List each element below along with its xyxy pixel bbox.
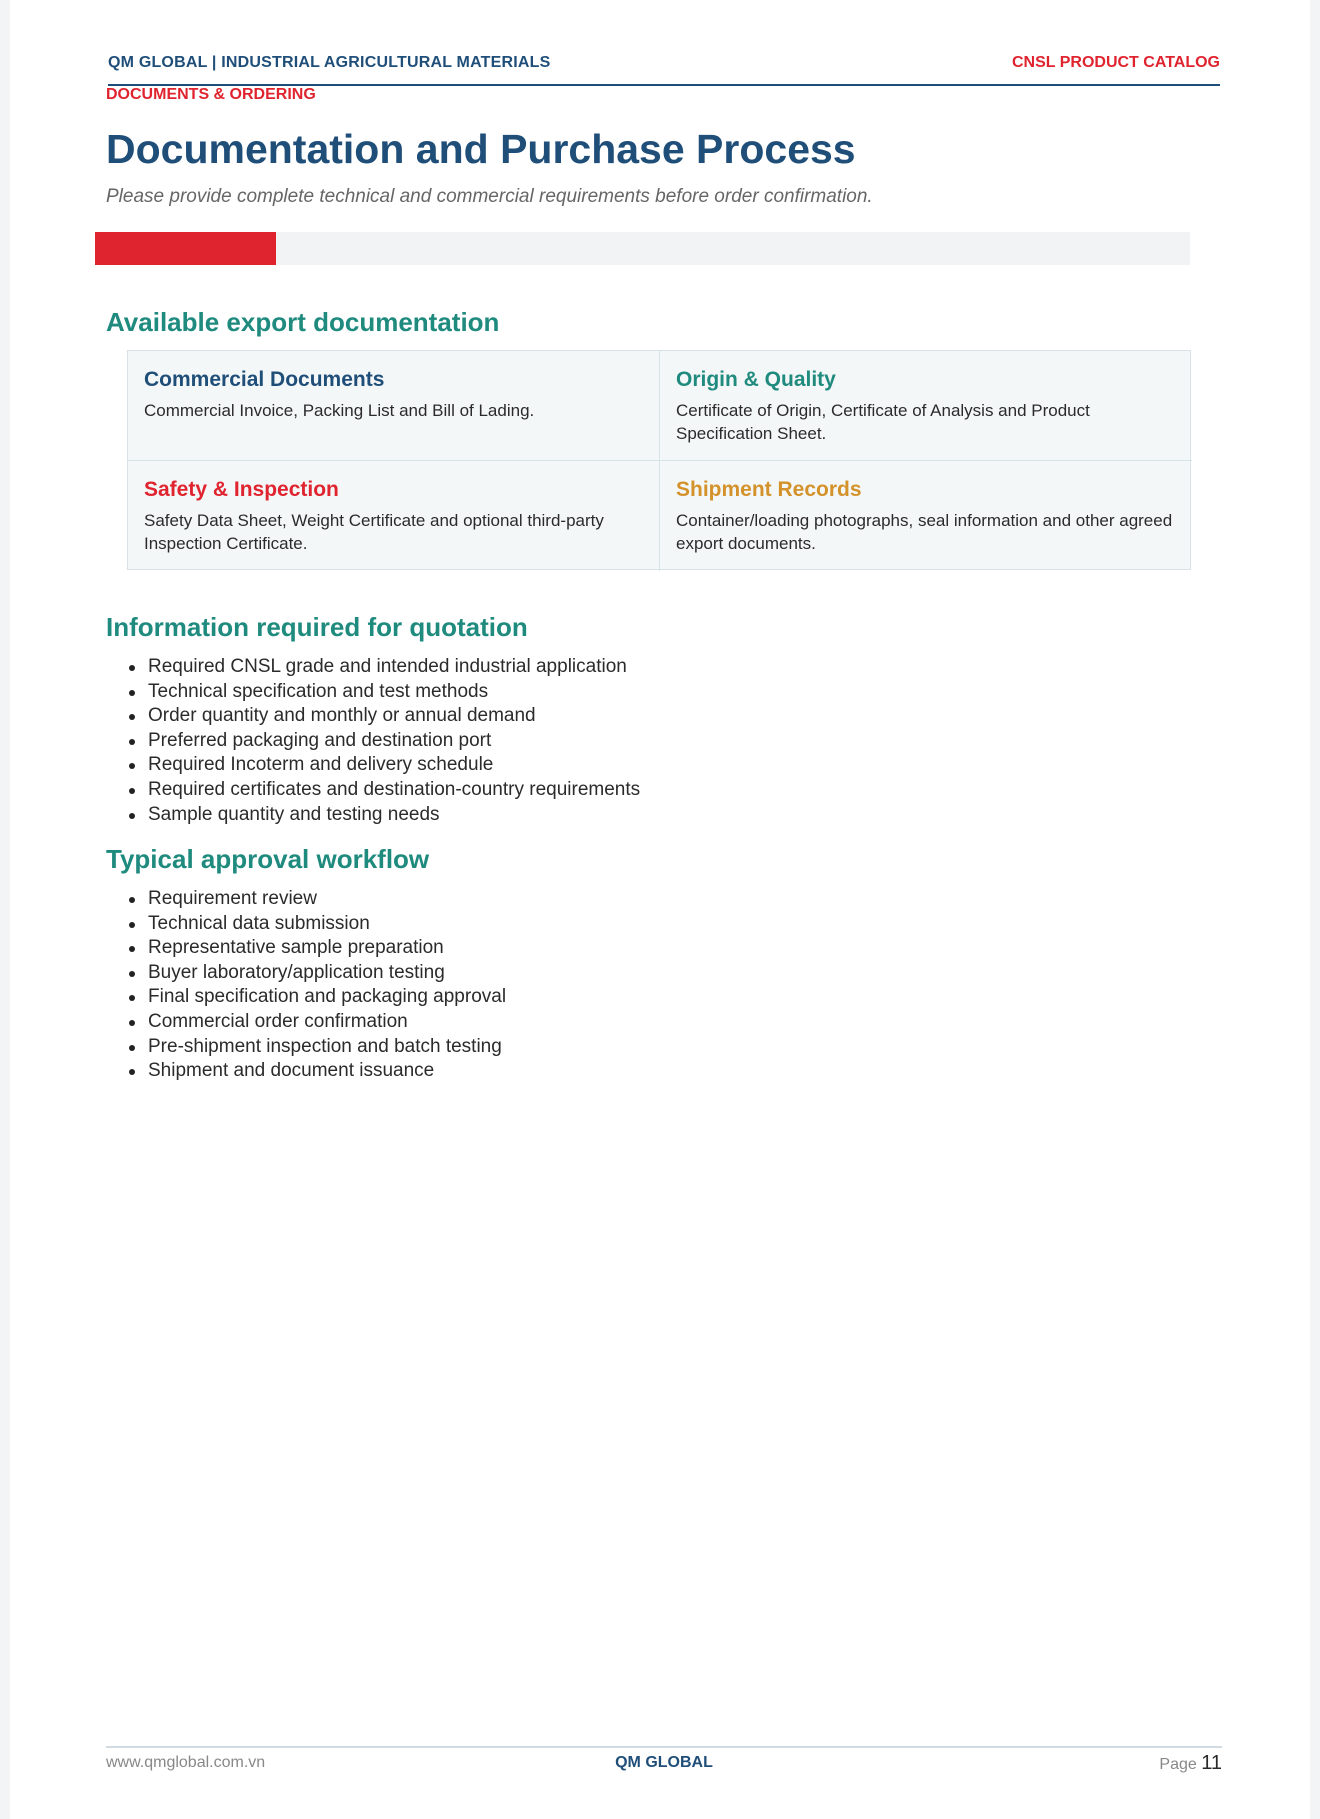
list-item: Required CNSL grade and intended industrial application [128, 655, 640, 680]
list-item: Order quantity and monthly or annual demand [128, 704, 640, 729]
page-label: Page [1159, 1756, 1197, 1773]
page-number-value: 11 [1201, 1752, 1222, 1774]
list-item: Shipment and document issuance [128, 1059, 506, 1084]
list-item: Technical specification and test methods [128, 680, 640, 705]
doc-card-text: Commercial Invoice, Packing List and Bill of Lading. [144, 401, 535, 420]
export-docs-grid [127, 350, 1191, 570]
workflow-heading: Typical approval workflow [106, 844, 430, 874]
footer-website: www.qmglobal.com.vn [106, 1754, 266, 1771]
header-catalog-title: CNSL PRODUCT CATALOG [1012, 54, 1220, 71]
list-item: Sample quantity and testing needs [128, 803, 640, 828]
doc-card-origin-quality [660, 351, 1192, 461]
doc-card-title: Shipment Records [676, 478, 862, 501]
doc-card-text: Certificate of Origin, Certificate of Analysis and Product Specification Sheet. [676, 401, 1090, 443]
workflow-list [128, 887, 506, 1084]
quotation-list [128, 655, 640, 827]
page-footer [106, 1746, 1222, 1788]
page-header [108, 54, 1220, 86]
export-docs-heading: Available export documentation [106, 307, 500, 337]
quotation-heading: Information required for quotation [106, 612, 528, 642]
doc-card-text: Safety Data Sheet, Weight Certificate and optional third-party Inspection Certificate. [144, 511, 604, 553]
doc-card-commercial [128, 351, 660, 461]
footer-brand: QM GLOBAL [615, 1754, 713, 1771]
progress-bar [95, 232, 1190, 265]
page-title: Documentation and Purchase Process [106, 126, 856, 172]
list-item: Final specification and packaging approval [128, 985, 506, 1010]
doc-card-title: Commercial Documents [144, 368, 385, 391]
doc-card-title: Origin & Quality [676, 368, 836, 391]
page-subtitle: Please provide complete technical and commercial requirements before order confirmation. [106, 186, 873, 207]
page-number [1159, 1752, 1222, 1775]
list-item: Requirement review [128, 887, 506, 912]
header-company: QM GLOBAL | INDUSTRIAL AGRICULTURAL MATERIALS [108, 54, 551, 71]
list-item: Pre-shipment inspection and batch testing [128, 1035, 506, 1060]
doc-card-text: Container/loading photographs, seal information and other agreed export documents. [676, 511, 1173, 553]
progress-bar-fill [95, 232, 276, 265]
doc-card-shipment-records [660, 461, 1192, 571]
section-tag: DOCUMENTS & ORDERING [106, 86, 316, 103]
list-item: Preferred packaging and destination port [128, 729, 640, 754]
catalog-page [10, 0, 1310, 1819]
list-item: Technical data submission [128, 912, 506, 937]
list-item: Required certificates and destination-country requirements [128, 778, 640, 803]
list-item: Required Incoterm and delivery schedule [128, 753, 640, 778]
list-item: Commercial order confirmation [128, 1010, 506, 1035]
list-item: Representative sample preparation [128, 936, 506, 961]
doc-card-title: Safety & Inspection [144, 478, 339, 501]
list-item: Buyer laboratory/application testing [128, 961, 506, 986]
doc-card-safety-inspection [128, 461, 660, 571]
